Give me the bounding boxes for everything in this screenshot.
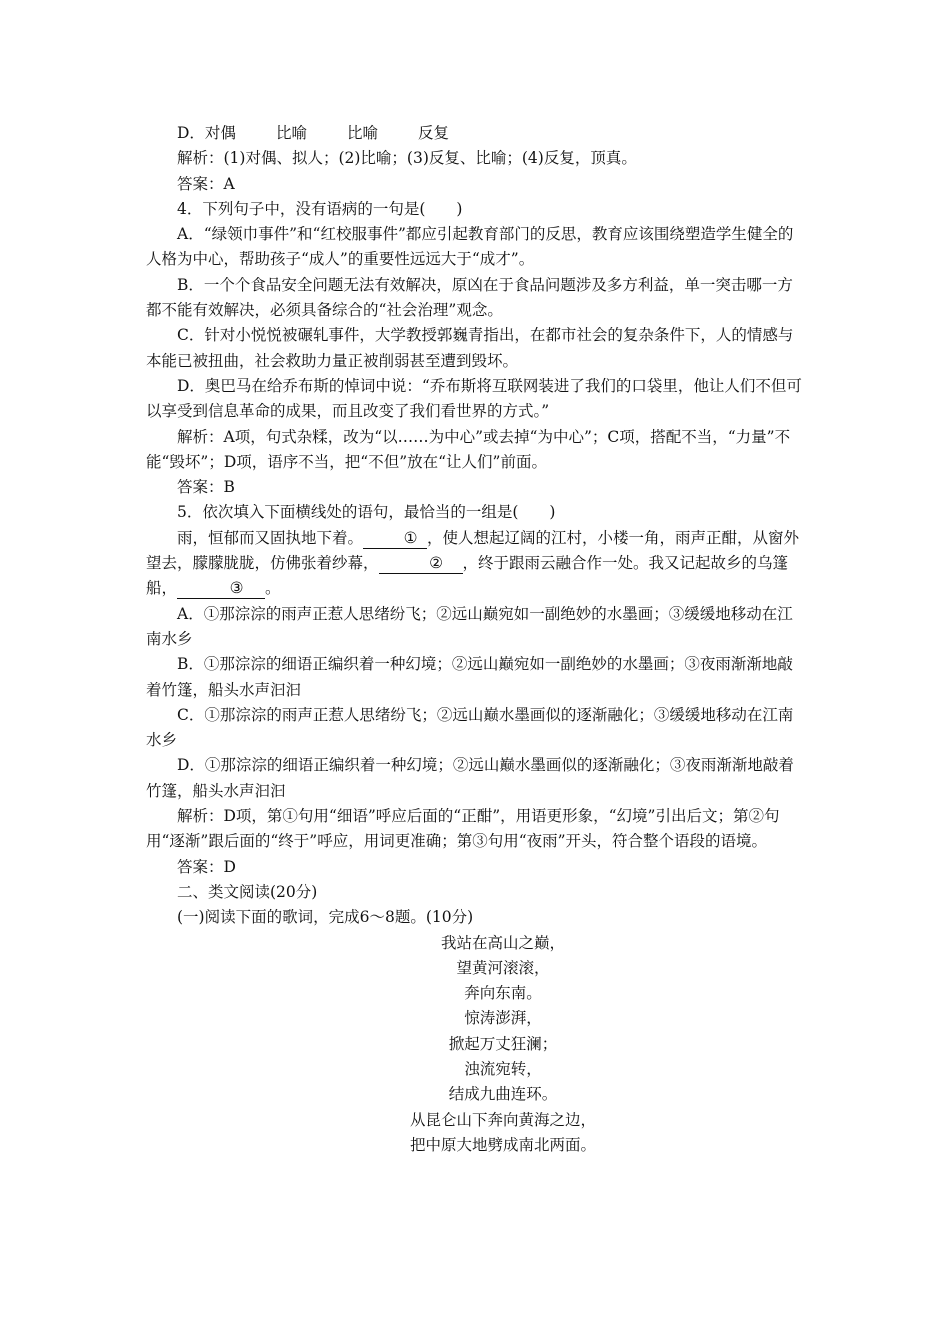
q5-passage-part-4: 。 (265, 579, 281, 598)
q5-passage-part-1: 雨，恒郁而又固执地下着。 (177, 528, 364, 547)
q4-option-c: C．针对小悦悦被碾轧事件，大学教授郭巍青指出，在都市社会的复杂条件下，人的情感与本能已被扭曲，社会救助力量正被削弱甚至遭到毁坏。 (146, 326, 794, 370)
poem-line: 结成九曲连环。 (448, 1085, 558, 1104)
document-body (146, 121, 806, 1158)
poem-line: 望黄河滚滚， (456, 958, 550, 977)
poem-line: 从昆仑山下奔向黄海之边， (409, 1110, 596, 1129)
q4-stem: 4．下列句子中，没有语病的一句是( ) (177, 199, 463, 218)
q5-stem: 5．依次填入下面横线处的语句，最恰当的一组是( ) (177, 503, 556, 522)
q5-option-c: C．①那淙淙的雨声正惹人思绪纷飞；②远山巅水墨画似的逐渐融化；③缓缓地移动在江南水乡 (146, 705, 794, 750)
q5-passage-part-3: ，终于跟雨云融合作一处。我又记起故乡的乌篷船， (146, 554, 789, 598)
q3-option-d-b: 比喻 (275, 124, 307, 142)
q5-option-d: D．①那淙淙的细语正编织着一种幻境；②远山巅水墨画似的逐渐融化；③夜雨渐渐地敲着竹篷，船头水声汩汩 (146, 756, 794, 800)
poem-line: 浊流宛转， (464, 1059, 542, 1078)
poem-line: 我站在高山之巅， (440, 933, 565, 952)
q3-option-d-c: 比喻 (346, 124, 378, 142)
lyrics-poem (146, 931, 806, 1159)
q3-answer: 答案：A (177, 174, 235, 193)
q4-option-d: D．奥巴马在给乔布斯的悼词中说：“乔布斯将互联网装进了我们的口袋里，他让人们不但可以享受到信息革命的成果，而且改变了我们看世界的方式。” (146, 376, 802, 421)
section-heading: 二、类文阅读(20分) (177, 882, 318, 901)
q5-option-a: A．①那淙淙的雨声正惹人思绪纷飞；②远山巅宛如一副绝妙的水墨画；③缓缓地移动在江南水乡 (146, 604, 793, 648)
q5-analysis: 解析：D项，第①句用“细语”呼应后面的“正酣”，用语更形象，“幻境”引出后文；第②句用“逐渐”跟后面的“终于”呼应，用词更准确；第③句用“夜雨”开头，符合整个语段的语境。 (146, 807, 780, 851)
q3-option-d-label: D．对偶 (177, 124, 236, 142)
q5-blank-3: ③ (177, 579, 265, 599)
poem-line: 惊涛澎湃， (464, 1009, 542, 1028)
q5-option-b: B．①那淙淙的细语正编织着一种幻境；②远山巅宛如一副绝妙的水墨画；③夜雨渐渐地敲着竹篷，船头水声汩汩 (146, 655, 793, 699)
poem-line: 奔向东南。 (464, 984, 542, 1003)
q4-option-b: B．一个个食品安全问题无法有效解决，原凶在于食品问题涉及多方利益，单一突击哪一方都不能有效解决，必须具备综合的“社会治理”观念。 (146, 275, 793, 320)
q3-option-d (146, 121, 806, 146)
poem-line: 掀起万丈狂澜； (448, 1034, 558, 1053)
q4-analysis: 解析：A项，句式杂糅，改为“以……为中心”或去掉“为中心”；C项，搭配不当，“力量”不能“毁坏”；D项，语序不当，把“不但”放在“让人们”前面。 (146, 427, 791, 471)
q5-blank-2: ② (379, 554, 463, 574)
poem-line: 把中原大地劈成南北两面。 (409, 1135, 596, 1154)
q5-passage-part-2: ，使人想起辽阔的江村，小楼一角，雨声正酣，从窗外望去，朦朦胧胧，仿佛张着纱幕， (146, 528, 800, 573)
q4-option-a: A．“绿领巾事件”和“红校服事件”都应引起教育部门的反思，教育应该围绕塑造学生健全的人格为中心，帮助孩子“成人”的重要性远远大于“成才”。 (146, 225, 794, 269)
q5-passage (146, 526, 806, 602)
section-sub-heading: (一)阅读下面的歌词，完成6～8题。(10分) (177, 908, 474, 927)
q5-answer: 答案：D (177, 857, 236, 876)
q3-option-d-d: 反复 (417, 124, 449, 142)
q3-analysis: 解析：(1)对偶、拟人；(2)比喻；(3)反复、比喻；(4)反复，顶真。 (177, 149, 637, 168)
q5-blank-1: ① (363, 529, 427, 549)
q4-answer: 答案：B (177, 478, 235, 497)
